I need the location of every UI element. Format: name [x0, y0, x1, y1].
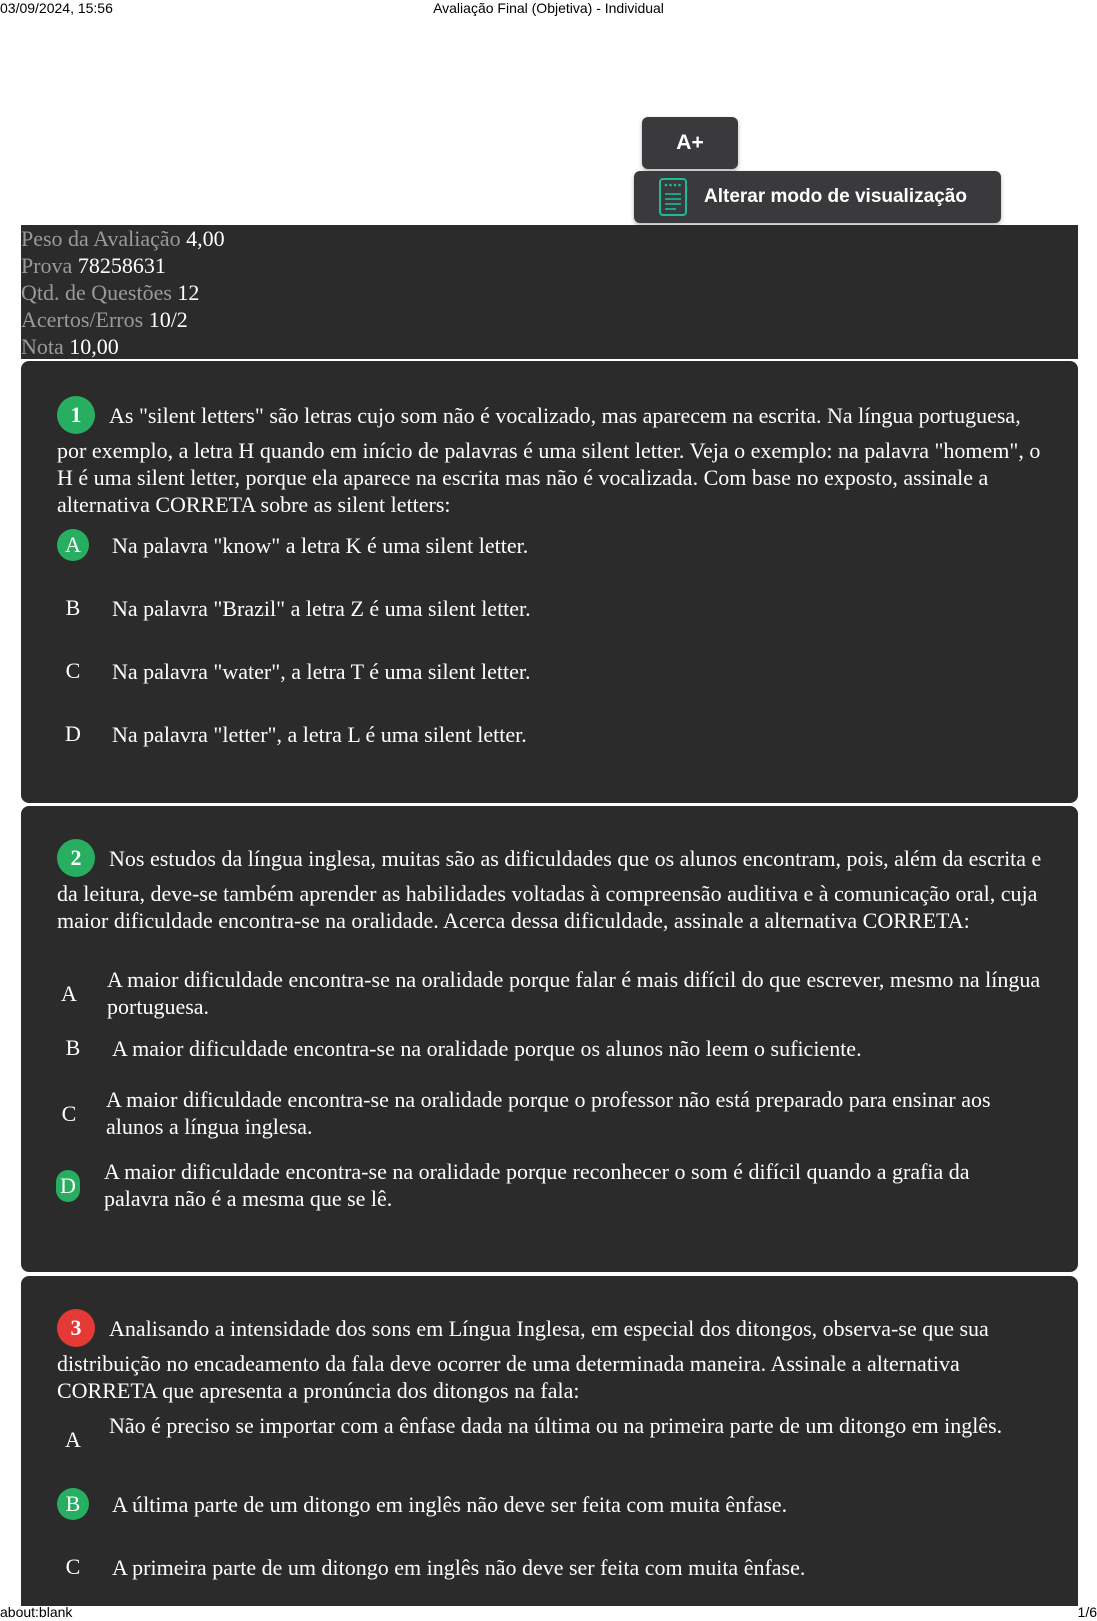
option-letter: B — [57, 1488, 89, 1520]
option-letter: D — [65, 721, 81, 746]
question-text: 1 As "silent letters" são letras cujo som não é vocalizado, mas aparecem na escrita. Na língua portuguesa, por exemplo, a letra H quando em início de palavras é uma silent letter. Veja o exemplo: na palavra "homem", o H é uma silent letter, porque ela aparece na escrita mas não é vocalizada. Com base no exposto, assinale a alternativa CORRETA sobre as silent letters: — [57, 399, 1047, 518]
option-letter: C — [65, 658, 81, 683]
view-mode-label: Alterar modo de visualização — [704, 186, 967, 207]
print-footer — [0, 1604, 1097, 1620]
summary-weight: Peso da Avaliação 4,00 — [21, 226, 225, 251]
question-text: 2 Nos estudos da língua inglesa, muitas são as dificuldades que os alunos encontram, pois, além da escrita e da leitura, deve-se também aprender as habilidades voltadas à compreensão auditiva e à comunicação oral, cuja maior dificuldade encontra-se na oralidade. Acerca dessa dificuldade, assinale a alternativa CORRETA: — [57, 842, 1047, 934]
document-icon — [658, 177, 688, 217]
summary-grade: Nota 10,00 — [21, 334, 119, 359]
print-title: Avaliação Final (Objetiva) - Individual — [433, 0, 664, 16]
option-text: Na palavra "letter", a letra L é uma silent letter. — [112, 722, 527, 747]
exam-summary — [21, 225, 1078, 359]
option-letter: D — [56, 1170, 80, 1202]
summary-exam: Prova 78258631 — [21, 253, 166, 278]
summary-question-count: Qtd. de Questões 12 — [21, 280, 200, 305]
option-text: A maior dificuldade encontra-se na oralidade porque o professor não está preparado para ensinar aos alunos a língua inglesa. — [106, 1087, 991, 1139]
option-text: Na palavra "know" a letra K é uma silent letter. — [112, 533, 529, 558]
answer-option[interactable] — [57, 966, 1047, 1026]
option-letter: A — [61, 981, 77, 1006]
answer-option[interactable] — [57, 529, 1047, 589]
summary-hits-errors: Acertos/Erros 10/2 — [21, 307, 188, 332]
question-number-badge: 1 — [57, 396, 95, 434]
question-card — [21, 361, 1078, 803]
option-text: A primeira parte de um ditongo em inglês não deve ser feita com muita ênfase. — [112, 1555, 806, 1580]
question-text: 3 Analisando a intensidade dos sons em Língua Inglesa, em especial dos ditongos, observa-se que sua distribuição no encadeamento da fala deve ocorrer de uma determinada maneira. Assinale a alternativa CORRETA que apresenta a pronúncia dos ditongos na fala: — [57, 1312, 1047, 1404]
option-letter: B — [65, 1035, 81, 1060]
option-text: A última parte de um ditongo em inglês não deve ser feita com muita ênfase. — [112, 1492, 788, 1517]
question-number-badge: 3 — [57, 1309, 95, 1347]
question-card — [21, 1276, 1078, 1606]
answer-option[interactable] — [57, 718, 1047, 778]
answer-option[interactable] — [57, 1086, 1047, 1146]
answer-option[interactable] — [57, 1488, 1047, 1548]
option-text: Na palavra "Brazil" a letra Z é uma silent letter. — [112, 596, 531, 621]
answer-option[interactable] — [57, 1551, 1047, 1611]
option-letter: A — [65, 1427, 81, 1452]
view-mode-button[interactable] — [634, 171, 1001, 223]
print-url: about:blank — [0, 1604, 73, 1620]
print-header — [0, 0, 1097, 16]
option-letter: C — [65, 1554, 81, 1579]
option-text: A maior dificuldade encontra-se na oralidade porque falar é mais difícil do que escrever, mesmo na língua portuguesa. — [107, 967, 1041, 1019]
increase-font-button[interactable]: A+ — [642, 117, 738, 169]
print-page-number: 1/6 — [1077, 1604, 1097, 1620]
answer-option[interactable] — [57, 655, 1047, 715]
answer-option[interactable] — [57, 1158, 1047, 1218]
option-text: Na palavra "water", a letra T é uma silent letter. — [112, 659, 531, 684]
question-number-badge: 2 — [57, 839, 95, 877]
option-letter: C — [61, 1101, 77, 1126]
answer-option[interactable] — [57, 1410, 1047, 1470]
print-date: 03/09/2024, 15:56 — [0, 0, 113, 16]
answer-option[interactable] — [57, 592, 1047, 652]
option-letter: A — [57, 529, 89, 561]
option-text: A maior dificuldade encontra-se na oralidade porque reconhecer o som é difícil quando a grafia da palavra não é a mesma que se lê. — [104, 1159, 970, 1211]
option-text: Não é preciso se importar com a ênfase dada na última ou na primeira parte de um ditongo em inglês. — [109, 1413, 1003, 1438]
answer-option[interactable] — [57, 1032, 1047, 1092]
question-card — [21, 806, 1078, 1272]
option-text: A maior dificuldade encontra-se na oralidade porque os alunos não leem o suficiente. — [112, 1036, 862, 1061]
option-letter: B — [65, 595, 81, 620]
